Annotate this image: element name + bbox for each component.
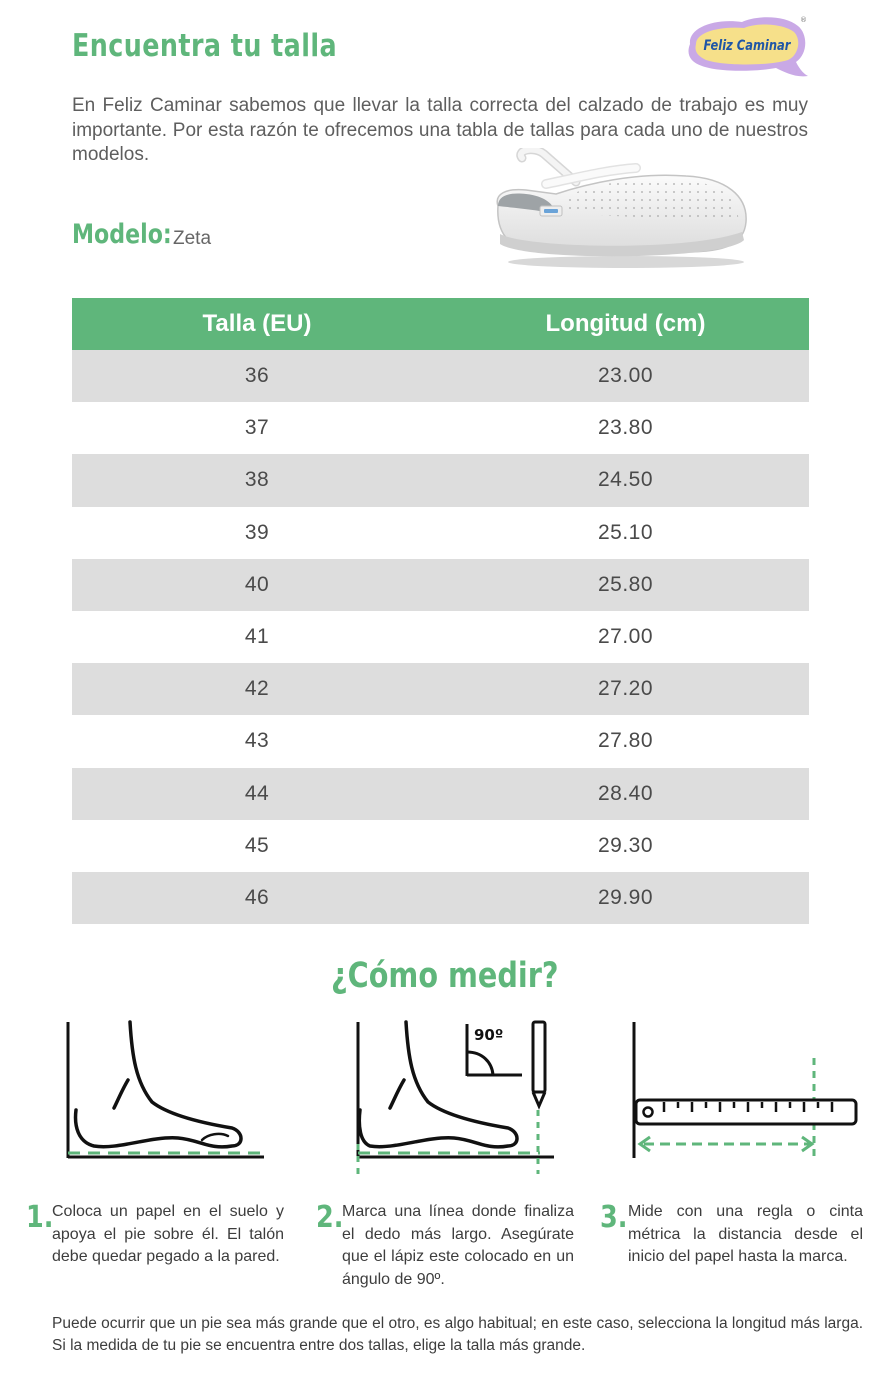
table-row: [72, 559, 809, 611]
size-cell: 44: [244, 781, 270, 805]
length-cell: 27.20: [597, 677, 654, 701]
clog-shoe-image: [486, 148, 750, 268]
table-row: [72, 872, 809, 924]
table-row: [72, 402, 809, 454]
step-1-text: Coloca un papel en el suelo y apoya el pie sobre él. El talón debe quedar pegado a la pared.: [52, 1203, 284, 1265]
length-cell: 27.00: [597, 625, 654, 649]
size-cell: 38: [244, 468, 270, 492]
intro-paragraph: En Feliz Caminar sabemos que llevar la talla correcta del calzado de trabajo es muy importante. Por esta razón te ofrecemos una tabla de tallas para cada uno de nuestros modelos.: [72, 95, 808, 165]
length-cell: 24.50: [597, 468, 654, 492]
model-value: Zeta: [173, 228, 212, 249]
length-cell: 25.80: [597, 572, 654, 596]
length-cell: 23.00: [597, 364, 654, 388]
brand-logo-text: Feliz Caminar: [703, 37, 791, 55]
size-cell: 39: [244, 520, 270, 544]
size-cell: 41: [244, 625, 270, 649]
size-cell: 42: [244, 677, 270, 701]
angle-label: 90º: [474, 1026, 504, 1044]
how-to-measure-title: ¿Cómo medir?: [331, 956, 559, 996]
size-cell: 36: [244, 364, 270, 388]
size-table-header: [72, 298, 809, 350]
registered-mark: ®: [800, 16, 807, 24]
step-2-text: Marca una línea donde finaliza el dedo más largo. Asegúrate que el lápiz este colocado en un ángulo de 90º.: [342, 1203, 574, 1288]
length-cell: 29.30: [597, 833, 654, 857]
table-row: [72, 507, 809, 559]
length-cell: 27.80: [597, 729, 654, 753]
size-table: [72, 298, 809, 924]
table-row: [72, 611, 809, 663]
brand-logo: [684, 14, 810, 82]
size-cell: 43: [244, 729, 270, 753]
step-2-number: 2.: [316, 1200, 344, 1235]
length-cell: 29.90: [597, 885, 654, 909]
length-cell: 23.80: [597, 416, 654, 440]
pencil-mark-illustration: [350, 1016, 560, 1174]
footer-note: Puede ocurrir que un pie sea más grande que el otro, es algo habitual; en este caso, selecciona la longitud más larga. Si la medida de tu pie se encuentra entre dos tallas, elige la talla más grande.: [52, 1315, 863, 1354]
table-row: [72, 715, 809, 767]
page-title: Encuentra tu talla: [72, 28, 338, 64]
foot-on-paper-illustration: [60, 1016, 270, 1166]
header-length-cm: Longitud (cm): [545, 310, 706, 337]
table-row: [72, 350, 809, 402]
table-row: [72, 820, 809, 872]
length-cell: 25.10: [597, 520, 654, 544]
header-size-eu: Talla (EU): [202, 310, 312, 337]
size-cell: 46: [244, 885, 270, 909]
step-3-number: 3.: [600, 1200, 628, 1235]
size-cell: 40: [244, 572, 270, 596]
table-row: [72, 768, 809, 820]
size-cell: 37: [244, 416, 270, 440]
step-1-number: 1.: [26, 1200, 54, 1235]
length-cell: 28.40: [597, 781, 654, 805]
ruler-measure-illustration: [626, 1016, 866, 1166]
table-row: [72, 663, 809, 715]
table-row: [72, 454, 809, 506]
step-3-text: Mide con una regla o cinta métrica la distancia desde el inicio del papel hasta la marca.: [628, 1203, 863, 1265]
model-label: Modelo:: [72, 219, 172, 250]
size-cell: 45: [244, 833, 270, 857]
